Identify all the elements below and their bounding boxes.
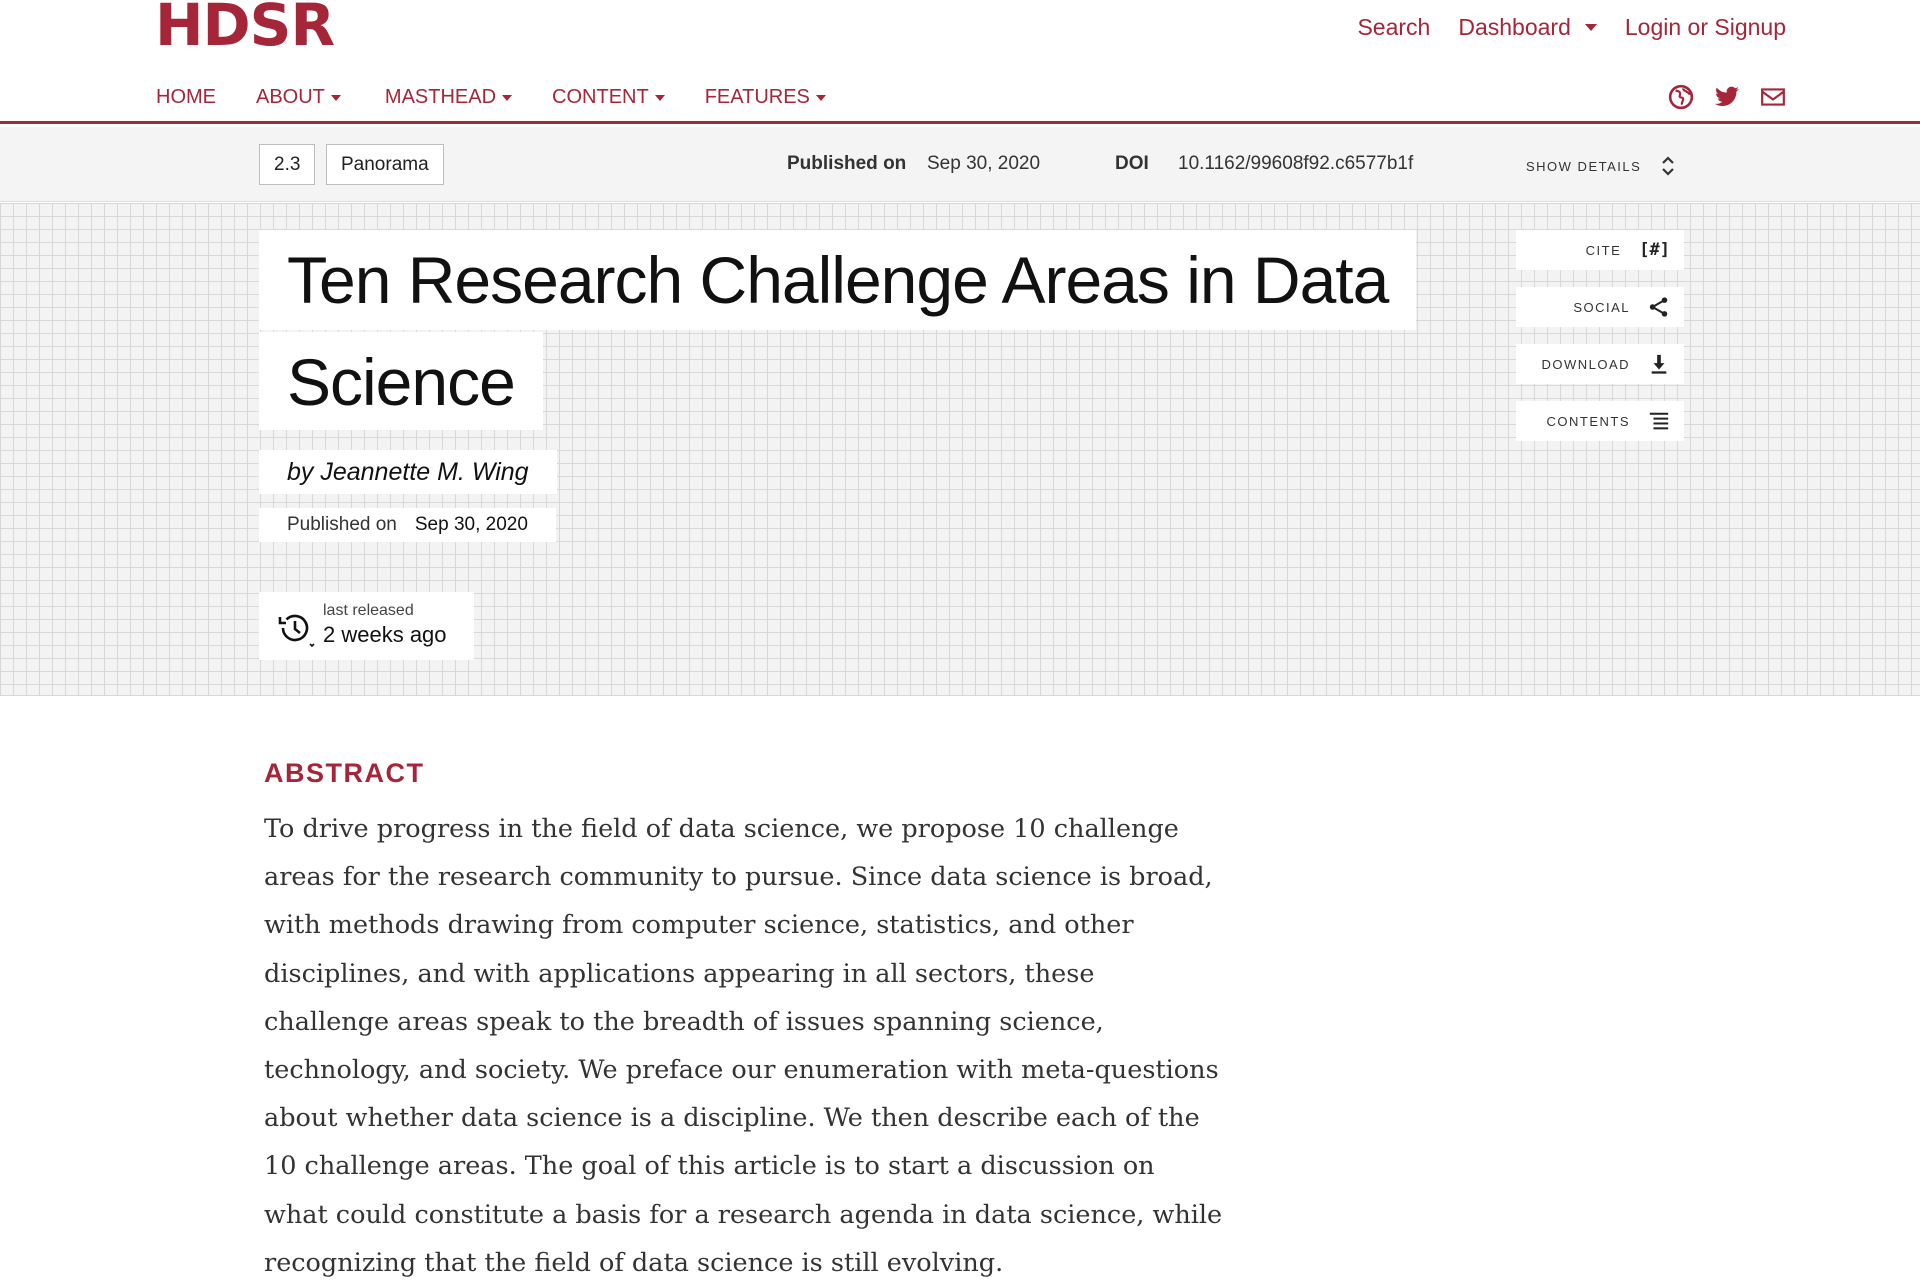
cite-label: CITE	[1585, 242, 1622, 258]
nav-home[interactable]	[156, 86, 216, 109]
chevron-down-icon	[331, 95, 341, 101]
article-published-label: Published on	[287, 514, 397, 535]
twitter-icon[interactable]	[1714, 84, 1740, 110]
social-button[interactable]	[1516, 287, 1684, 327]
cite-icon: [#]	[1639, 240, 1670, 260]
nav-content[interactable]	[552, 86, 665, 109]
last-released-value: 2 weeks ago	[323, 622, 447, 647]
doi-value[interactable]: 10.1162/99608f92.c6577b1f	[1178, 153, 1414, 174]
show-details-button[interactable]	[1526, 156, 1675, 176]
logo-text: HDSR	[155, 0, 335, 59]
history-icon	[275, 608, 315, 648]
cite-button[interactable]	[1516, 230, 1684, 270]
last-released-button[interactable]	[259, 592, 474, 660]
nav-home-label: HOME	[156, 86, 216, 108]
chevron-down-icon	[502, 95, 512, 101]
top-links	[1357, 14, 1786, 41]
main-nav	[156, 86, 866, 109]
site-header	[0, 0, 1920, 124]
nav-about-label: ABOUT	[256, 86, 325, 108]
nav-masthead[interactable]	[385, 86, 512, 109]
globe-icon[interactable]	[1668, 84, 1694, 110]
show-details-label: SHOW DETAILS	[1526, 158, 1642, 174]
hdsr-logo[interactable]	[155, 0, 335, 59]
contents-label: CONTENTS	[1546, 413, 1630, 429]
download-button[interactable]	[1516, 344, 1684, 384]
share-icon	[1648, 296, 1670, 318]
article-byline[interactable]: by Jeannette M. Wing	[259, 450, 557, 494]
download-label: DOWNLOAD	[1541, 356, 1630, 372]
dashboard-label: Dashboard	[1458, 14, 1571, 40]
nav-masthead-label: MASTHEAD	[384, 86, 497, 108]
social-label: SOCIAL	[1573, 299, 1630, 315]
published-date: Sep 30, 2020	[927, 153, 1041, 174]
expand-icon	[1661, 156, 1675, 176]
doi-label: DOI	[1115, 153, 1149, 174]
published-label: Published on	[787, 153, 907, 174]
social-links	[1668, 84, 1786, 110]
abstract-heading: ABSTRACT	[264, 758, 425, 788]
issue-tag[interactable]: 2.3	[259, 144, 315, 185]
dashboard-link[interactable]	[1458, 14, 1597, 41]
chevron-down-icon	[816, 95, 826, 101]
article-published-row	[259, 508, 556, 542]
download-icon	[1648, 353, 1670, 375]
section-tag[interactable]: Panorama	[326, 144, 444, 185]
pub-details-bar	[0, 127, 1920, 202]
article-actions	[1516, 230, 1684, 458]
list-icon	[1648, 410, 1670, 432]
chevron-down-icon	[655, 95, 665, 101]
abstract-text: To drive progress in the field of data science, we propose 10 challenge areas for the research community to pursue. Since data science is broad, with methods drawing from computer science, statistics, and other disciplines, and with applications appearing in all sectors, these challenge areas speak to the breadth of issues spanning science, technology, and society. We preface our enumeration with meta-questions about whether data science is a discipline. We then describe each of the 10 challenge areas. The goal of this article is to start a discussion on what could constitute a basis for a research agenda in data science, while recognizing that the field of data science is still evolving.	[264, 814, 1223, 1278]
article-title-line-1: Ten Research Challenge Areas in Data	[259, 230, 1416, 330]
nav-content-label: CONTENT	[552, 86, 649, 108]
login-link[interactable]: Login or Signup	[1624, 14, 1786, 40]
nav-features[interactable]	[705, 86, 826, 109]
contents-button[interactable]	[1516, 401, 1684, 441]
mail-icon[interactable]	[1760, 84, 1786, 110]
article-hero	[0, 203, 1920, 696]
article-title-line-2: Science	[259, 332, 543, 430]
nav-features-label: FEATURES	[704, 86, 810, 108]
search-link[interactable]: Search	[1357, 14, 1431, 40]
last-released-label: last released	[323, 602, 414, 619]
chevron-down-icon	[1585, 24, 1597, 31]
nav-about[interactable]	[256, 86, 341, 109]
article-published-date: Sep 30, 2020	[414, 514, 528, 535]
